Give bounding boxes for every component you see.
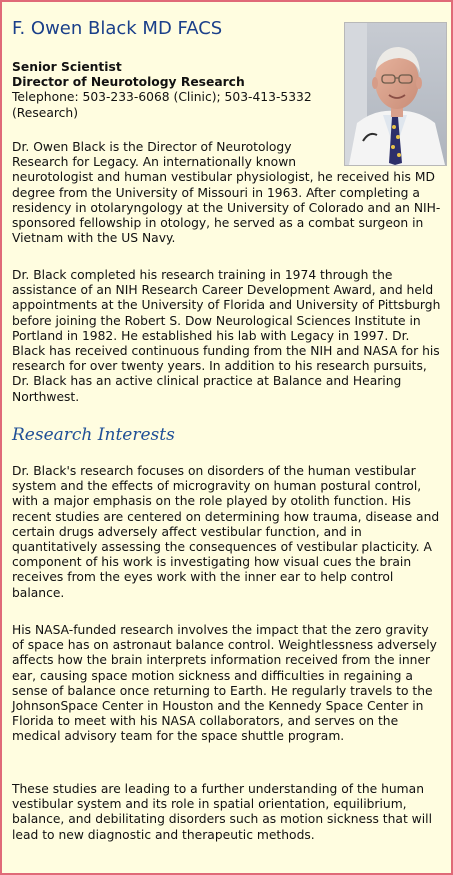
profile-details <box>12 60 444 121</box>
bio-paragraph-1 <box>12 140 444 246</box>
research-paragraph-3: These studies are leading to a further understanding of the human vestibular system and its role in spatial orientation, equilibrium, balance, and debilitating disorders such as motion sickness that will lead to new diagnostic and therapeutic methods. <box>12 782 432 842</box>
bio-paragraph-1-text: Dr. Owen Black is the Director of Neurotology Research for Legacy. An internationally known neurotologist and human vestibular physiologist, he received his MD degree from the University of Missouri in 1963. After completing a residency in otolaryngology at the University of Colorado and an NIH-sponsored fellowship in otology, he served as a combat surgeon in Vietnam with the US Navy. <box>12 140 441 246</box>
research-paragraph-1: Dr. Black's research focuses on disorders of the human vestibular system and the effects of microgravity on human postural control, with a major emphasis on the role played by otolith function. His recent studies are centered on determining how trauma, disease and certain drugs adversely affect vestibular function, and in quantitatively assessing the consequences of vestibular placticity. A component of his work is investigating how visual cues the brain receives from the eyes work with the inner ear to help control balance. <box>12 464 440 600</box>
job-title: Senior Scientist <box>12 60 122 74</box>
telephone-line: Telephone: 503-233-6068 (Clinic); 503-413-5332 <box>12 90 312 105</box>
research-paragraph-2: His NASA-funded research involves the impact that the zero gravity of space has on astronaut balance control. Weightlessness adversely affects how the brain interprets information received from the inner ear, causing space motion sickness and difficulties in regaining a sense of balance once returning to Earth. He regularly travels to the JohnsonSpace Center in Houston and the Kennedy Space Center in Florida to meet with his NASA collaborators, and serves on the medical advisory team for the space shuttle program. <box>12 623 437 744</box>
page-title: F. Owen Black MD FACS <box>12 18 223 39</box>
telephone-note: (Research) <box>12 105 78 120</box>
job-title: Director of Neurotology Research <box>12 75 245 90</box>
section-heading: Research Interests <box>12 425 175 445</box>
bio-paragraph-2: Dr. Black completed his research training in 1974 through the assistance of an NIH Research Career Development Award, and held appointments at the University of Florida and University of Pittsburgh before joining the Robert S. Dow Neurological Sciences Institute in Portland in 1982. He established his lab with Legacy in 1997. Dr. Black has received continuous funding from the NIH and NASA for his research for over twenty years. In addition to his research pursuits, Dr. Black has an active clinical practice at Balance and Hearing Northwest. <box>12 268 441 404</box>
